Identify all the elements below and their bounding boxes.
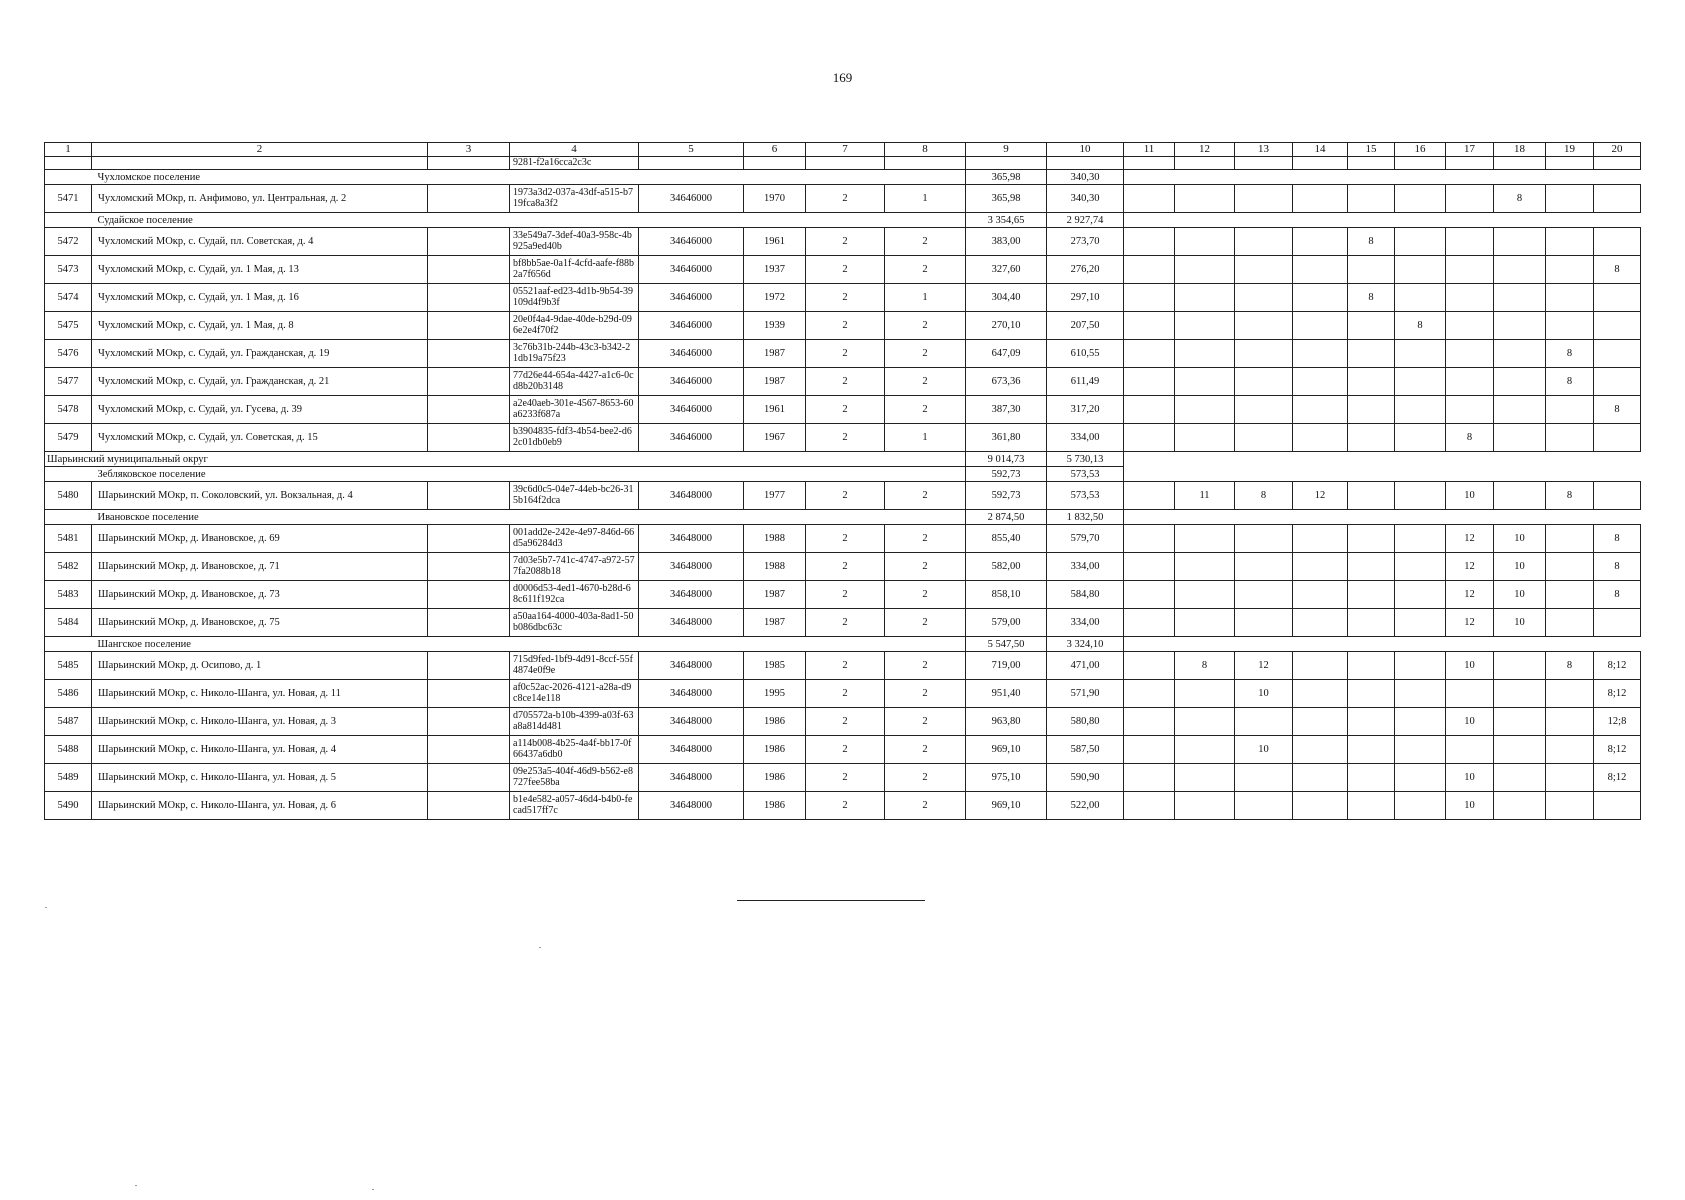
- footer-divider: [737, 900, 925, 901]
- row-c7: 2: [806, 482, 885, 510]
- row-year: 1987: [744, 368, 806, 396]
- row-number: 5483: [45, 581, 92, 609]
- row-c10: 579,70: [1047, 525, 1124, 553]
- row-c20: 8: [1594, 396, 1641, 424]
- row-c8: 2: [885, 368, 966, 396]
- row-c12: 11: [1175, 482, 1235, 510]
- row-oktmo: 34648000: [639, 482, 744, 510]
- row-c18: 8: [1494, 185, 1546, 213]
- row-c8: 2: [885, 396, 966, 424]
- row-c17: 8: [1446, 424, 1494, 452]
- row-c14: 12: [1293, 482, 1348, 510]
- col-header: 6: [744, 143, 806, 157]
- row-c17: 12: [1446, 581, 1494, 609]
- row-c10: 334,00: [1047, 609, 1124, 637]
- group-total-living: 573,53: [1047, 467, 1124, 482]
- row-oktmo: 34646000: [639, 424, 744, 452]
- row-uuid: 05521aaf-ed23-4d1b-9b54-39109d4f9b3f: [510, 284, 639, 312]
- row-uuid: 7d03e5b7-741c-4747-a972-577fa2088b18: [510, 553, 639, 581]
- row-uuid: 001add2e-242e-4e97-846d-66d5a96284d3: [510, 525, 639, 553]
- row-uuid: 09e253a5-404f-46d9-b562-e8727fee58ba: [510, 764, 639, 792]
- row-c7: 2: [806, 424, 885, 452]
- row-address: Шарьинский МОкр, д. Ивановское, д. 69: [92, 525, 428, 553]
- row-uuid: a114b008-4b25-4a4f-bb17-0f66437a6db0: [510, 736, 639, 764]
- row-c17: 10: [1446, 708, 1494, 736]
- row-year: 1937: [744, 256, 806, 284]
- group-total-living: 2 927,74: [1047, 213, 1124, 228]
- col-header: 8: [885, 143, 966, 157]
- okrug-total-area: 9 014,73: [966, 452, 1047, 467]
- row-c9: 855,40: [966, 525, 1047, 553]
- row-c7: 2: [806, 185, 885, 213]
- okrug-total-living: 5 730,13: [1047, 452, 1124, 467]
- row-c18: 10: [1494, 525, 1546, 553]
- row-c9: 963,80: [966, 708, 1047, 736]
- group-label: Чухломское поселение: [92, 170, 966, 185]
- row-address: Шарьинский МОкр, д. Ивановское, д. 75: [92, 609, 428, 637]
- row-c15: 8: [1348, 284, 1395, 312]
- table-row: [45, 396, 1641, 424]
- row-c19: 8: [1546, 340, 1594, 368]
- table-row: [45, 581, 1641, 609]
- row-c20: 8;12: [1594, 736, 1641, 764]
- row-number: 5478: [45, 396, 92, 424]
- row-uuid: d705572a-b10b-4399-a03f-63a8a814d481: [510, 708, 639, 736]
- row-oktmo: 34648000: [639, 553, 744, 581]
- row-number: 5482: [45, 553, 92, 581]
- row-c12: 8: [1175, 652, 1235, 680]
- row-c19: 8: [1546, 368, 1594, 396]
- col-header: 3: [428, 143, 510, 157]
- row-c17: 10: [1446, 792, 1494, 820]
- row-oktmo: 34646000: [639, 368, 744, 396]
- row-address: Чухломский МОкр, п. Анфимово, ул. Центральная, д. 2: [92, 185, 428, 213]
- row-c10: 610,55: [1047, 340, 1124, 368]
- row-c9: 365,98: [966, 185, 1047, 213]
- row-c10: 590,90: [1047, 764, 1124, 792]
- row-year: 1961: [744, 228, 806, 256]
- row-uuid: 77d26e44-654a-4427-a1c6-0cd8b20b3148: [510, 368, 639, 396]
- row-c10: 580,80: [1047, 708, 1124, 736]
- group-total-area: 2 874,50: [966, 510, 1047, 525]
- row-c8: 2: [885, 340, 966, 368]
- col-header: 18: [1494, 143, 1546, 157]
- row-c20: 8: [1594, 525, 1641, 553]
- row-number: 5479: [45, 424, 92, 452]
- scan-speck: [372, 1189, 374, 1190]
- row-address: Шарьинский МОкр, с. Николо-Шанга, ул. Новая, д. 11: [92, 680, 428, 708]
- row-c10: 584,80: [1047, 581, 1124, 609]
- row-c10: 276,20: [1047, 256, 1124, 284]
- row-c18: 10: [1494, 553, 1546, 581]
- row-c20: 8;12: [1594, 680, 1641, 708]
- row-c7: 2: [806, 340, 885, 368]
- col-header: 12: [1175, 143, 1235, 157]
- row-c7: 2: [806, 736, 885, 764]
- row-c10: 522,00: [1047, 792, 1124, 820]
- row-c17: 12: [1446, 609, 1494, 637]
- row-oktmo: 34646000: [639, 185, 744, 213]
- row-c7: 2: [806, 525, 885, 553]
- group-total-living: 1 832,50: [1047, 510, 1124, 525]
- row-c9: 673,36: [966, 368, 1047, 396]
- row-year: 1977: [744, 482, 806, 510]
- row-address: Шарьинский МОкр, д. Ивановское, д. 73: [92, 581, 428, 609]
- col-header: 1: [45, 143, 92, 157]
- row-uuid: af0c52ac-2026-4121-a28a-d9c8ce14e118: [510, 680, 639, 708]
- table-row: [45, 228, 1641, 256]
- table-row: [45, 553, 1641, 581]
- row-address: Чухломский МОкр, с. Судай, ул. Гражданская, д. 21: [92, 368, 428, 396]
- col-header: 15: [1348, 143, 1395, 157]
- row-uuid: a50aa164-4000-403a-8ad1-50b086dbc63c: [510, 609, 639, 637]
- table-row: [45, 482, 1641, 510]
- row-year: 1939: [744, 312, 806, 340]
- table-row: [45, 284, 1641, 312]
- col-header: 11: [1124, 143, 1175, 157]
- row-address: Шарьинский МОкр, п. Соколовский, ул. Вокзальная, д. 4: [92, 482, 428, 510]
- table-row: [45, 792, 1641, 820]
- row-number: 5489: [45, 764, 92, 792]
- group-total-area: 365,98: [966, 170, 1047, 185]
- row-c9: 361,80: [966, 424, 1047, 452]
- col-header: 10: [1047, 143, 1124, 157]
- row-oktmo: 34648000: [639, 609, 744, 637]
- row-address: Чухломский МОкр, с. Судай, ул. 1 Мая, д. 16: [92, 284, 428, 312]
- row-number: 5488: [45, 736, 92, 764]
- row-c8: 2: [885, 736, 966, 764]
- row-c8: 1: [885, 424, 966, 452]
- row-c8: 1: [885, 185, 966, 213]
- row-address: Шарьинский МОкр, д. Ивановское, д. 71: [92, 553, 428, 581]
- row-number: 5485: [45, 652, 92, 680]
- group-total-living: 340,30: [1047, 170, 1124, 185]
- row-c8: 2: [885, 228, 966, 256]
- col-header: 16: [1395, 143, 1446, 157]
- table-row: [45, 609, 1641, 637]
- row-uuid: 3c76b31b-244b-43c3-b342-21db19a75f23: [510, 340, 639, 368]
- table-row: [45, 652, 1641, 680]
- row-c7: 2: [806, 396, 885, 424]
- col-header: 20: [1594, 143, 1641, 157]
- col-header: 4: [510, 143, 639, 157]
- group-label: Зебляковское поселение: [92, 467, 966, 482]
- page-number: 169: [832, 70, 853, 85]
- row-c8: 2: [885, 764, 966, 792]
- okrug-label: Шарьинский муниципальный округ: [45, 452, 966, 467]
- row-year: 1986: [744, 736, 806, 764]
- col-header: 9: [966, 143, 1047, 157]
- table-row: [45, 525, 1641, 553]
- row-c17: 12: [1446, 553, 1494, 581]
- row-oktmo: 34646000: [639, 256, 744, 284]
- row-c18: 10: [1494, 609, 1546, 637]
- row-c9: 387,30: [966, 396, 1047, 424]
- row-uuid: 1973a3d2-037a-43df-a515-b719fca8a3f2: [510, 185, 639, 213]
- table-row: [45, 368, 1641, 396]
- row-c7: 2: [806, 581, 885, 609]
- row-c9: 975,10: [966, 764, 1047, 792]
- row-number: 5481: [45, 525, 92, 553]
- row-c13: 10: [1235, 736, 1293, 764]
- row-c9: 969,10: [966, 736, 1047, 764]
- row-c8: 2: [885, 708, 966, 736]
- col-header: 2: [92, 143, 428, 157]
- row-uuid: b1e4e582-a057-46d4-b4b0-fecad517ff7c: [510, 792, 639, 820]
- row-c18: 10: [1494, 581, 1546, 609]
- row-c9: 327,60: [966, 256, 1047, 284]
- row-c9: 582,00: [966, 553, 1047, 581]
- group-total-area: 592,73: [966, 467, 1047, 482]
- row-oktmo: 34648000: [639, 525, 744, 553]
- row-c19: 8: [1546, 652, 1594, 680]
- row-oktmo: 34648000: [639, 581, 744, 609]
- table-row: [45, 424, 1641, 452]
- row-address: Шарьинский МОкр, с. Николо-Шанга, ул. Новая, д. 3: [92, 708, 428, 736]
- row-c10: 297,10: [1047, 284, 1124, 312]
- row-c9: 579,00: [966, 609, 1047, 637]
- row-number: 5486: [45, 680, 92, 708]
- row-c8: 2: [885, 581, 966, 609]
- row-uuid: bf8bb5ae-0a1f-4cfd-aafe-f88b2a7f656d: [510, 256, 639, 284]
- row-c7: 2: [806, 228, 885, 256]
- row-c10: 611,49: [1047, 368, 1124, 396]
- row-c8: 2: [885, 609, 966, 637]
- row-year: 1967: [744, 424, 806, 452]
- row-c15: 8: [1348, 228, 1395, 256]
- row-c20: 8;12: [1594, 652, 1641, 680]
- scan-speck: [135, 1185, 137, 1186]
- row-c10: 571,90: [1047, 680, 1124, 708]
- uuid-cell: 9281-f2a16cca2c3c: [510, 157, 639, 170]
- row-c13: 8: [1235, 482, 1293, 510]
- row-c9: 969,10: [966, 792, 1047, 820]
- row-c8: 2: [885, 792, 966, 820]
- table-row: [45, 708, 1641, 736]
- table-row: [45, 256, 1641, 284]
- row-year: 1988: [744, 525, 806, 553]
- col-header: 13: [1235, 143, 1293, 157]
- table-row: [45, 764, 1641, 792]
- row-c8: 2: [885, 553, 966, 581]
- row-c8: 1: [885, 284, 966, 312]
- row-number: 5487: [45, 708, 92, 736]
- row-c7: 2: [806, 652, 885, 680]
- row-c17: 10: [1446, 482, 1494, 510]
- row-c20: 8: [1594, 553, 1641, 581]
- column-number-header-row: [45, 143, 1641, 157]
- group-row: [45, 170, 1641, 185]
- row-c9: 951,40: [966, 680, 1047, 708]
- col-header: 19: [1546, 143, 1594, 157]
- group-total-area: 5 547,50: [966, 637, 1047, 652]
- table-row: [45, 736, 1641, 764]
- row-number: 5477: [45, 368, 92, 396]
- row-address: Шарьинский МОкр, д. Осипово, д. 1: [92, 652, 428, 680]
- row-c7: 2: [806, 312, 885, 340]
- group-label: Судайское поселение: [92, 213, 966, 228]
- row-c9: 383,00: [966, 228, 1047, 256]
- table-row: [45, 340, 1641, 368]
- row-uuid: 715d9fed-1bf9-4d91-8ccf-55f4874e0f9e: [510, 652, 639, 680]
- row-oktmo: 34646000: [639, 284, 744, 312]
- row-c10: 317,20: [1047, 396, 1124, 424]
- row-c16: 8: [1395, 312, 1446, 340]
- row-oktmo: 34648000: [639, 792, 744, 820]
- row-year: 1986: [744, 792, 806, 820]
- row-year: 1987: [744, 340, 806, 368]
- row-c19: 8: [1546, 482, 1594, 510]
- row-address: Чухломский МОкр, с. Судай, пл. Советская, д. 4: [92, 228, 428, 256]
- row-c17: 10: [1446, 652, 1494, 680]
- continuation-row: [45, 157, 1641, 170]
- row-number: 5474: [45, 284, 92, 312]
- row-oktmo: 34646000: [639, 396, 744, 424]
- row-c10: 334,00: [1047, 424, 1124, 452]
- row-number: 5473: [45, 256, 92, 284]
- group-label: Шангское поселение: [92, 637, 966, 652]
- row-c17: 10: [1446, 764, 1494, 792]
- row-oktmo: 34648000: [639, 736, 744, 764]
- row-c9: 647,09: [966, 340, 1047, 368]
- row-c10: 340,30: [1047, 185, 1124, 213]
- row-number: 5471: [45, 185, 92, 213]
- row-c8: 2: [885, 256, 966, 284]
- group-total-area: 3 354,65: [966, 213, 1047, 228]
- scan-speck: [45, 907, 47, 908]
- table-row: [45, 680, 1641, 708]
- row-c13: 10: [1235, 680, 1293, 708]
- row-c20: 8: [1594, 581, 1641, 609]
- row-year: 1961: [744, 396, 806, 424]
- table-row: [45, 185, 1641, 213]
- group-row: [45, 637, 1641, 652]
- row-uuid: 33e549a7-3def-40a3-958c-4b925a9ed40b: [510, 228, 639, 256]
- row-c17: 12: [1446, 525, 1494, 553]
- row-c10: 587,50: [1047, 736, 1124, 764]
- row-address: Шарьинский МОкр, с. Николо-Шанга, ул. Новая, д. 5: [92, 764, 428, 792]
- row-c7: 2: [806, 284, 885, 312]
- row-oktmo: 34648000: [639, 652, 744, 680]
- row-uuid: a2e40aeb-301e-4567-8653-60a6233f687a: [510, 396, 639, 424]
- row-number: 5472: [45, 228, 92, 256]
- row-address: Чухломский МОкр, с. Судай, ул. 1 Мая, д. 8: [92, 312, 428, 340]
- row-address: Чухломский МОкр, с. Судай, ул. 1 Мая, д. 13: [92, 256, 428, 284]
- row-number: 5476: [45, 340, 92, 368]
- row-c7: 2: [806, 368, 885, 396]
- row-c10: 573,53: [1047, 482, 1124, 510]
- row-oktmo: 34646000: [639, 312, 744, 340]
- row-address: Чухломский МОкр, с. Судай, ул. Гусева, д. 39: [92, 396, 428, 424]
- row-c8: 2: [885, 652, 966, 680]
- row-c9: 304,40: [966, 284, 1047, 312]
- row-year: 1995: [744, 680, 806, 708]
- col-header: 17: [1446, 143, 1494, 157]
- row-c9: 592,73: [966, 482, 1047, 510]
- row-c20: 8;12: [1594, 764, 1641, 792]
- row-c7: 2: [806, 764, 885, 792]
- row-c8: 2: [885, 680, 966, 708]
- row-c10: 273,70: [1047, 228, 1124, 256]
- row-number: 5484: [45, 609, 92, 637]
- row-c13: 12: [1235, 652, 1293, 680]
- row-oktmo: 34648000: [639, 764, 744, 792]
- row-c7: 2: [806, 680, 885, 708]
- row-c7: 2: [806, 792, 885, 820]
- row-year: 1985: [744, 652, 806, 680]
- col-header: 14: [1293, 143, 1348, 157]
- row-uuid: 39c6d0c5-04e7-44eb-bc26-315b164f2dca: [510, 482, 639, 510]
- row-number: 5475: [45, 312, 92, 340]
- row-year: 1986: [744, 708, 806, 736]
- row-number: 5480: [45, 482, 92, 510]
- group-row: [45, 510, 1641, 525]
- row-year: 1988: [744, 553, 806, 581]
- row-c10: 334,00: [1047, 553, 1124, 581]
- row-uuid: b3904835-fdf3-4b54-bee2-d62c01db0eb9: [510, 424, 639, 452]
- table-row: [45, 312, 1641, 340]
- row-c7: 2: [806, 609, 885, 637]
- row-year: 1986: [744, 764, 806, 792]
- row-oktmo: 34648000: [639, 708, 744, 736]
- row-c10: 207,50: [1047, 312, 1124, 340]
- row-c9: 719,00: [966, 652, 1047, 680]
- row-year: 1987: [744, 609, 806, 637]
- row-c20: 12;8: [1594, 708, 1641, 736]
- group-label: Ивановское поселение: [92, 510, 966, 525]
- row-c20: 8: [1594, 256, 1641, 284]
- row-c8: 2: [885, 312, 966, 340]
- row-number: 5490: [45, 792, 92, 820]
- row-c7: 2: [806, 553, 885, 581]
- row-address: Чухломский МОкр, с. Судай, ул. Советская, д. 15: [92, 424, 428, 452]
- row-year: 1972: [744, 284, 806, 312]
- col-header: 5: [639, 143, 744, 157]
- row-oktmo: 34648000: [639, 680, 744, 708]
- row-address: Шарьинский МОкр, с. Николо-Шанга, ул. Новая, д. 6: [92, 792, 428, 820]
- row-address: Чухломский МОкр, с. Судай, ул. Гражданская, д. 19: [92, 340, 428, 368]
- scan-speck: [539, 947, 541, 948]
- row-c7: 2: [806, 256, 885, 284]
- row-address: Шарьинский МОкр, с. Николо-Шанга, ул. Новая, д. 4: [92, 736, 428, 764]
- group-total-living: 3 324,10: [1047, 637, 1124, 652]
- row-oktmo: 34646000: [639, 340, 744, 368]
- row-oktmo: 34646000: [639, 228, 744, 256]
- group-row: [45, 213, 1641, 228]
- okrug-row: [45, 452, 1641, 467]
- row-uuid: d0006d53-4ed1-4670-b28d-68c611f192ca: [510, 581, 639, 609]
- row-year: 1987: [744, 581, 806, 609]
- row-c10: 471,00: [1047, 652, 1124, 680]
- row-year: 1970: [744, 185, 806, 213]
- row-c9: 858,10: [966, 581, 1047, 609]
- row-c8: 2: [885, 482, 966, 510]
- row-c8: 2: [885, 525, 966, 553]
- col-header: 7: [806, 143, 885, 157]
- row-c9: 270,10: [966, 312, 1047, 340]
- row-uuid: 20e0f4a4-9dae-40de-b29d-096e2e4f70f2: [510, 312, 639, 340]
- housing-registry-table: [44, 142, 1641, 820]
- row-c7: 2: [806, 708, 885, 736]
- group-row: [45, 467, 1641, 482]
